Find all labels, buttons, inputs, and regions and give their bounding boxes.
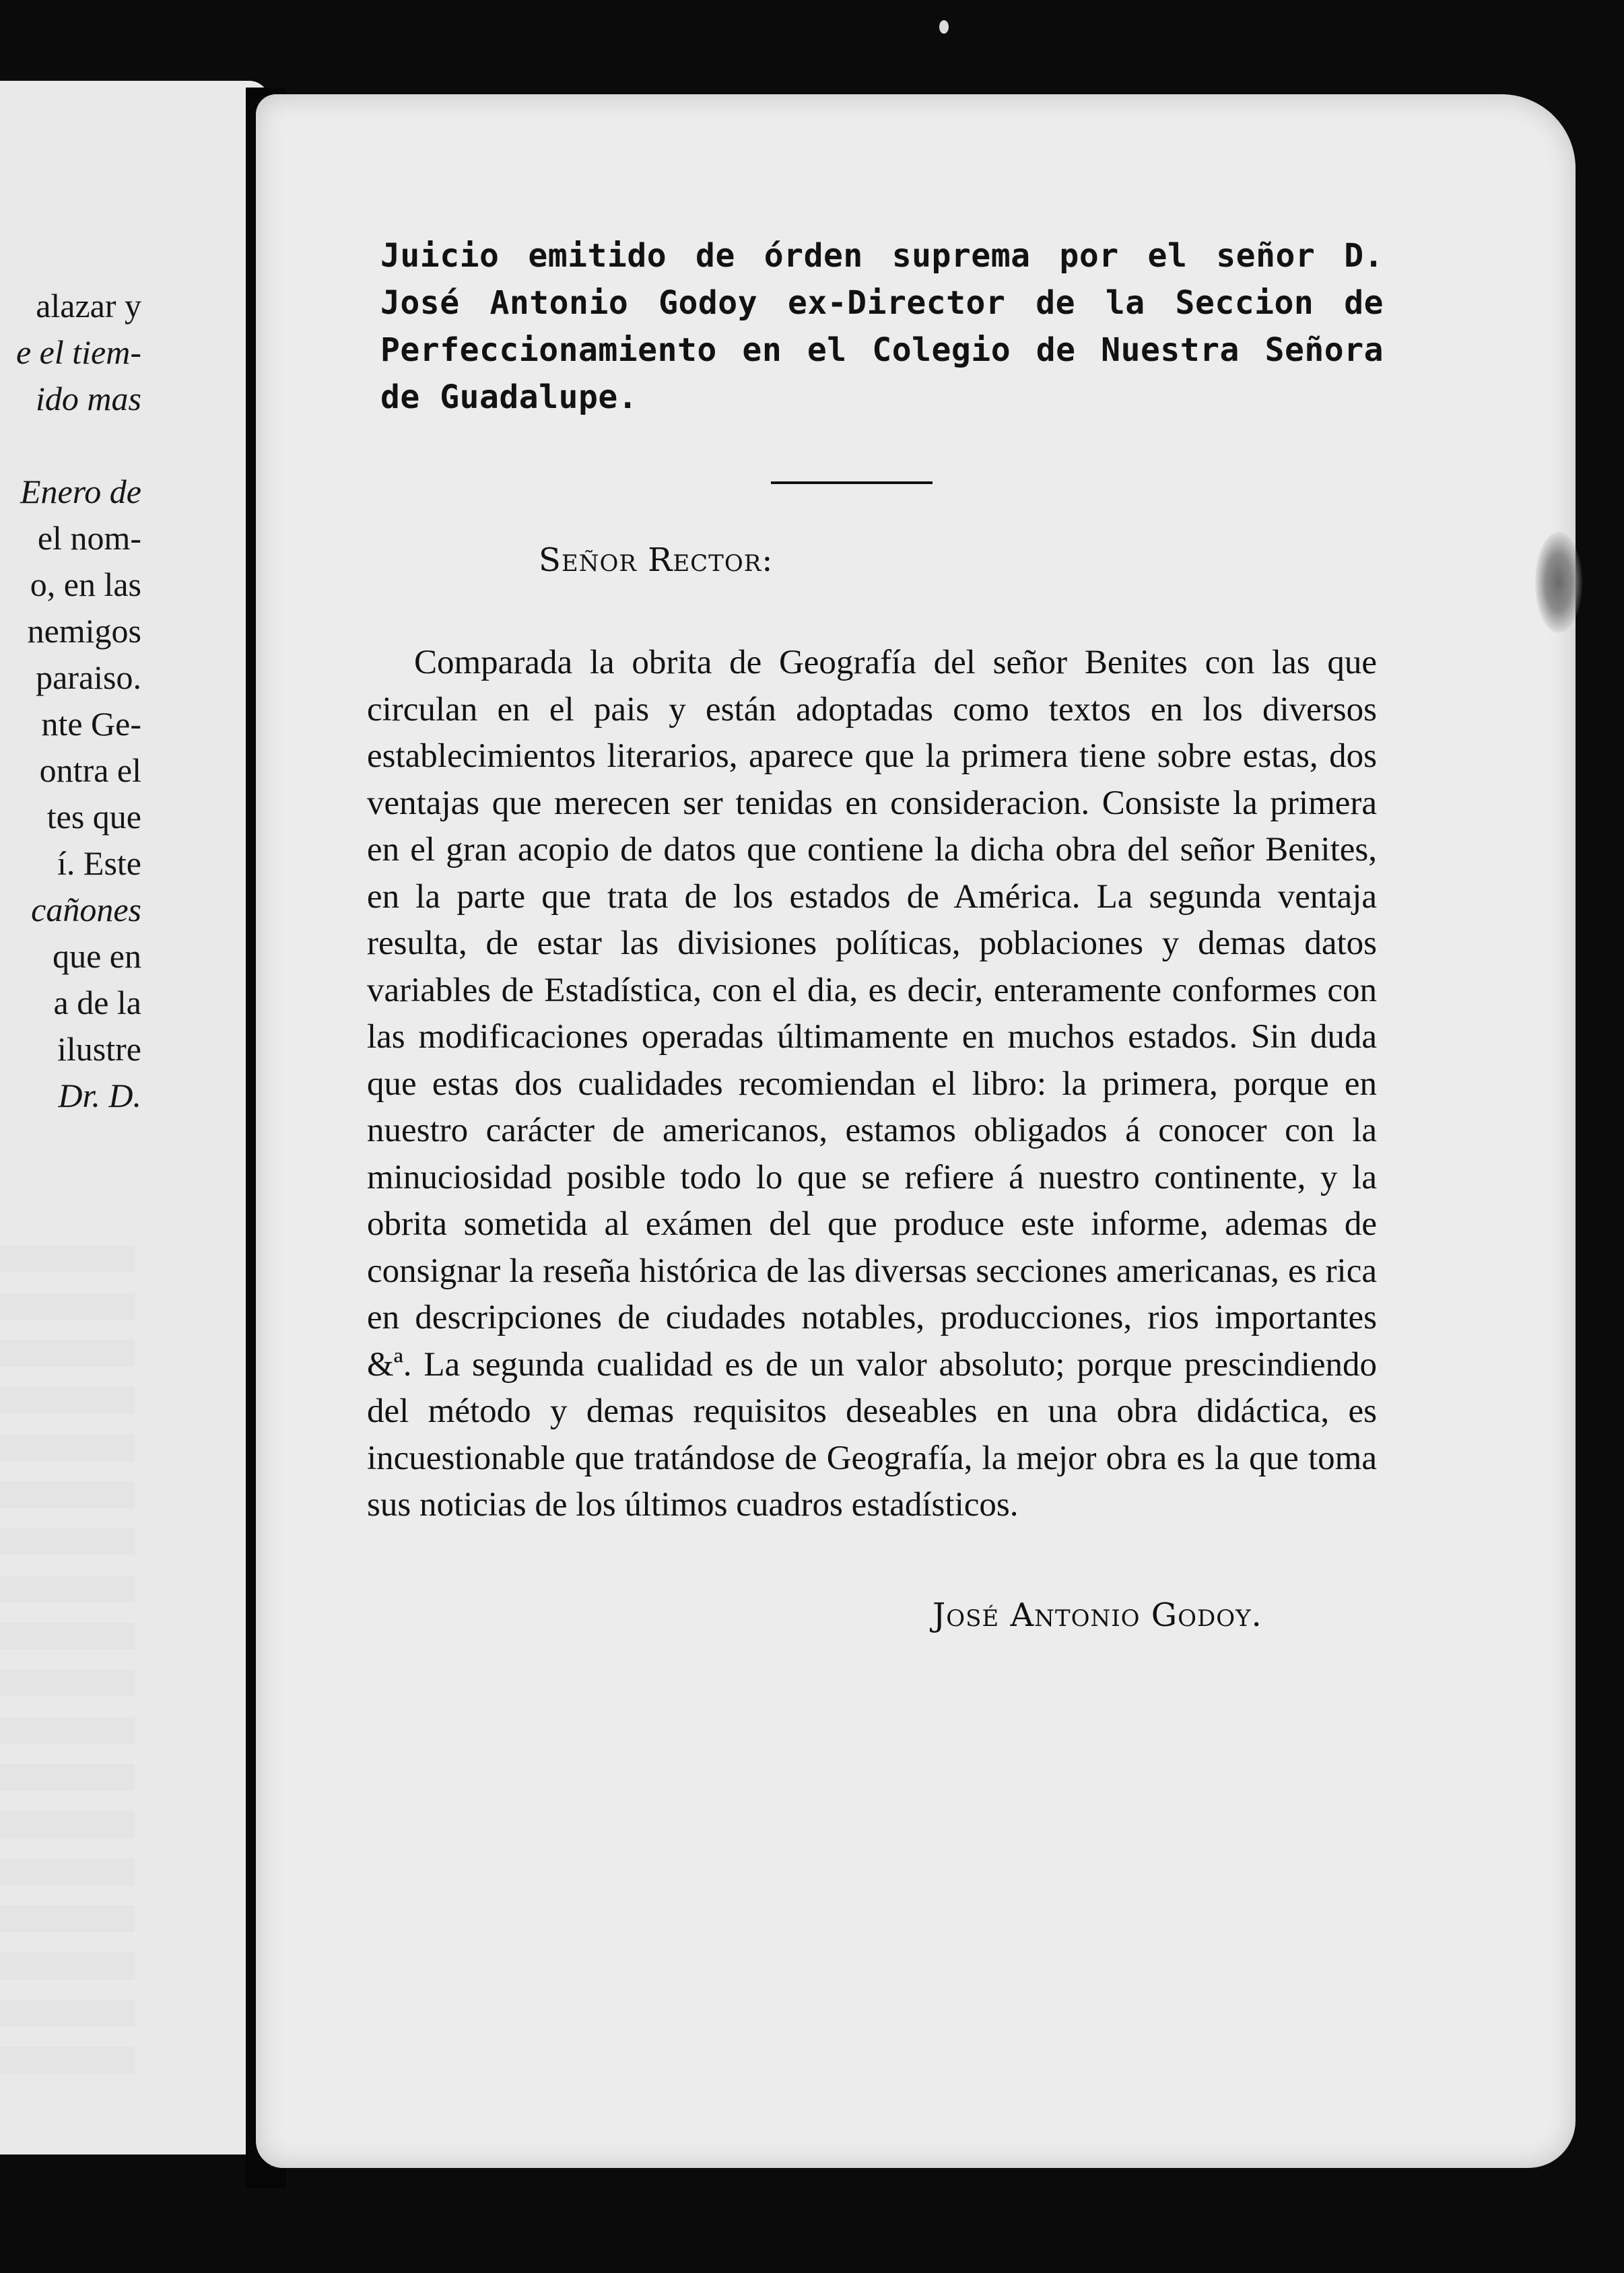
previous-page-edge — [0, 81, 269, 2155]
scan-speck — [939, 20, 949, 34]
previous-page-line: paraiso. — [36, 658, 141, 696]
body-paragraph: Comparada la obrita de Geografía del señor Benites con las que circulan en el pais y están adoptadas como textos en los diversos establecimientos literarios, aparece que la primera tiene sobre estas, dos ventajas que merecen ser tenidas en consideracion. Consiste la primera en el gran acopio de datos que contiene la dicha obra del señor Benites, en la parte que trata de los estados de América. La segunda ventaja resulta, de estar las divisiones políticas, poblaciones y demas datos variables de Estadística, con el dia, es decir, enteramente conformes con las modificaciones operadas últimamente en muchos estados. Sin duda que estas dos cualidades recomiendan el libro: la primera, porque en nuestro carácter de americanos, estamos obligados á conocer con la minuciosidad posible todo lo que se refiere á nuestro continente, y la obrita sometida al exámen del que produce este informe, ademas de consignar la reseña histórica de las diversas secciones americanas, es rica en descripciones de ciudades notables, producciones, rios importantes &ª. La segunda cualidad es de un valor absoluto; porque prescindiendo del método y demas requisitos deseables en una obra didáctica, es incuestionable que tratándose de Geografía, la mejor obra es la que toma sus noticias de los últimos cuadros estadísticos. — [367, 644, 1377, 1524]
document-heading: Juicio emitido de órden suprema por el señor D. José Antonio Godoy ex-Director de la Seccion de Perfeccionamiento en el Colegio de Nuestra Señora de Guadalupe. — [380, 237, 1384, 416]
previous-page-line: o, en las — [30, 566, 141, 603]
separator-rule — [771, 481, 933, 484]
previous-page-line: tes que — [46, 798, 141, 836]
previous-page-line: Dr. D. — [58, 1077, 141, 1114]
previous-page-line: nte Ge- — [41, 705, 141, 743]
page-stain — [1535, 532, 1582, 633]
previous-page-line: el nom- — [37, 519, 141, 557]
previous-page-line: nemigos — [27, 612, 141, 650]
previous-page-line: e el tiem- — [15, 333, 141, 371]
previous-page-line: cañones — [31, 891, 141, 928]
previous-page-line: alazar y — [36, 287, 141, 325]
previous-page-line: ontra el — [39, 751, 141, 789]
previous-page-line: que en — [53, 937, 141, 975]
previous-page-line: ilustre — [57, 1030, 141, 1068]
previous-page-line: ido mas — [36, 380, 141, 417]
previous-page-line: a de la — [53, 984, 141, 1021]
previous-page-line: í. Este — [57, 844, 141, 882]
previous-page-line — [0, 422, 141, 469]
faint-bleed-through — [0, 1246, 135, 2087]
document-content — [367, 232, 1384, 1634]
previous-page-text — [0, 283, 141, 1119]
previous-page-line: Enero de — [20, 473, 141, 510]
signature: José Antonio Godoy. — [933, 1596, 1262, 1634]
salutation: Señor Rector: — [539, 541, 774, 579]
